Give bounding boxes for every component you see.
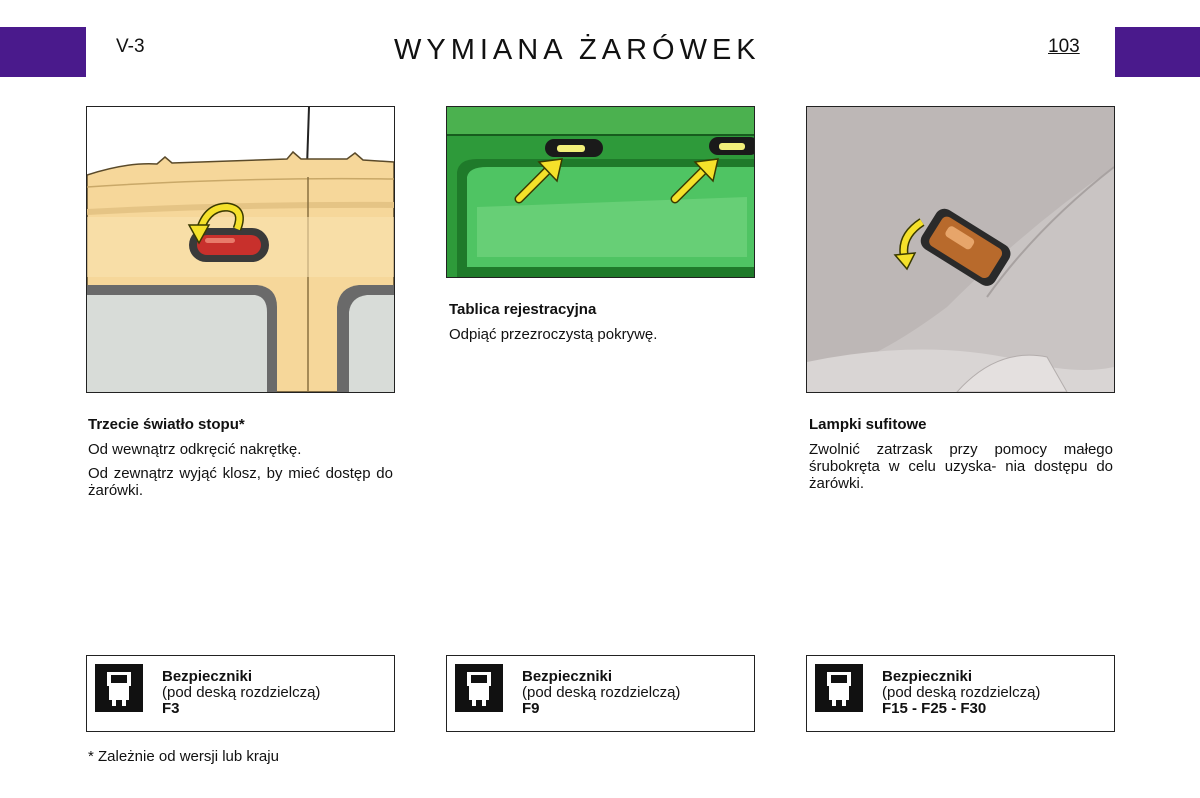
footnote: * Zależnie od wersji lub kraju [88, 748, 279, 765]
fuse-info-box [86, 655, 395, 732]
text-third-brake-light-step2: Od zewnątrz wyjąć klosz, by mieć dostęp do żarówki. [88, 465, 393, 499]
fuse-label: Bezpieczniki [882, 668, 973, 685]
fuse-location: (pod deską rozdzielczą) [522, 684, 681, 701]
fuse-location: (pod deską rozdzielczą) [882, 684, 1041, 701]
section-tab-right [1115, 27, 1200, 77]
fuse-label: Bezpieczniki [522, 668, 613, 685]
fuse-code: F9 [522, 700, 540, 717]
figure-licence-plate-light [446, 106, 755, 278]
heading-third-brake-light: Trzecie światło stopu* [88, 416, 245, 433]
text-licence-plate-step1: Odpiąć przezroczystą pokrywę. [449, 326, 658, 343]
page-title: WYMIANA ŻARÓWEK [394, 34, 761, 66]
figure-third-brake-light [86, 106, 395, 393]
fuse-code: F3 [162, 700, 180, 717]
heading-licence-plate: Tablica rejestracyjna [449, 301, 597, 318]
fuse-info-box [806, 655, 1115, 732]
fuse-box-icon [815, 664, 863, 712]
section-number: V-3 [116, 36, 145, 57]
text-third-brake-light-step1: Od wewnątrz odkręcić nakrętkę. [88, 441, 302, 458]
fuse-label: Bezpieczniki [162, 668, 253, 685]
fuse-location: (pod deską rozdzielczą) [162, 684, 321, 701]
fuse-box-icon [95, 664, 143, 712]
page-number: 103 [1048, 36, 1080, 57]
fuse-info-box [446, 655, 755, 732]
section-tab-left [0, 27, 86, 77]
text-ceiling-lamp-step1: Zwolnić zatrzask przy pomocy małego śrubokręta w celu uzyska- nia dostępu do żarówki. [809, 441, 1113, 492]
figure-ceiling-lamp [806, 106, 1115, 393]
fuse-code: F15 - F25 - F30 [882, 700, 987, 717]
heading-ceiling-lamp: Lampki sufitowe [809, 416, 927, 433]
fuse-box-icon [455, 664, 503, 712]
